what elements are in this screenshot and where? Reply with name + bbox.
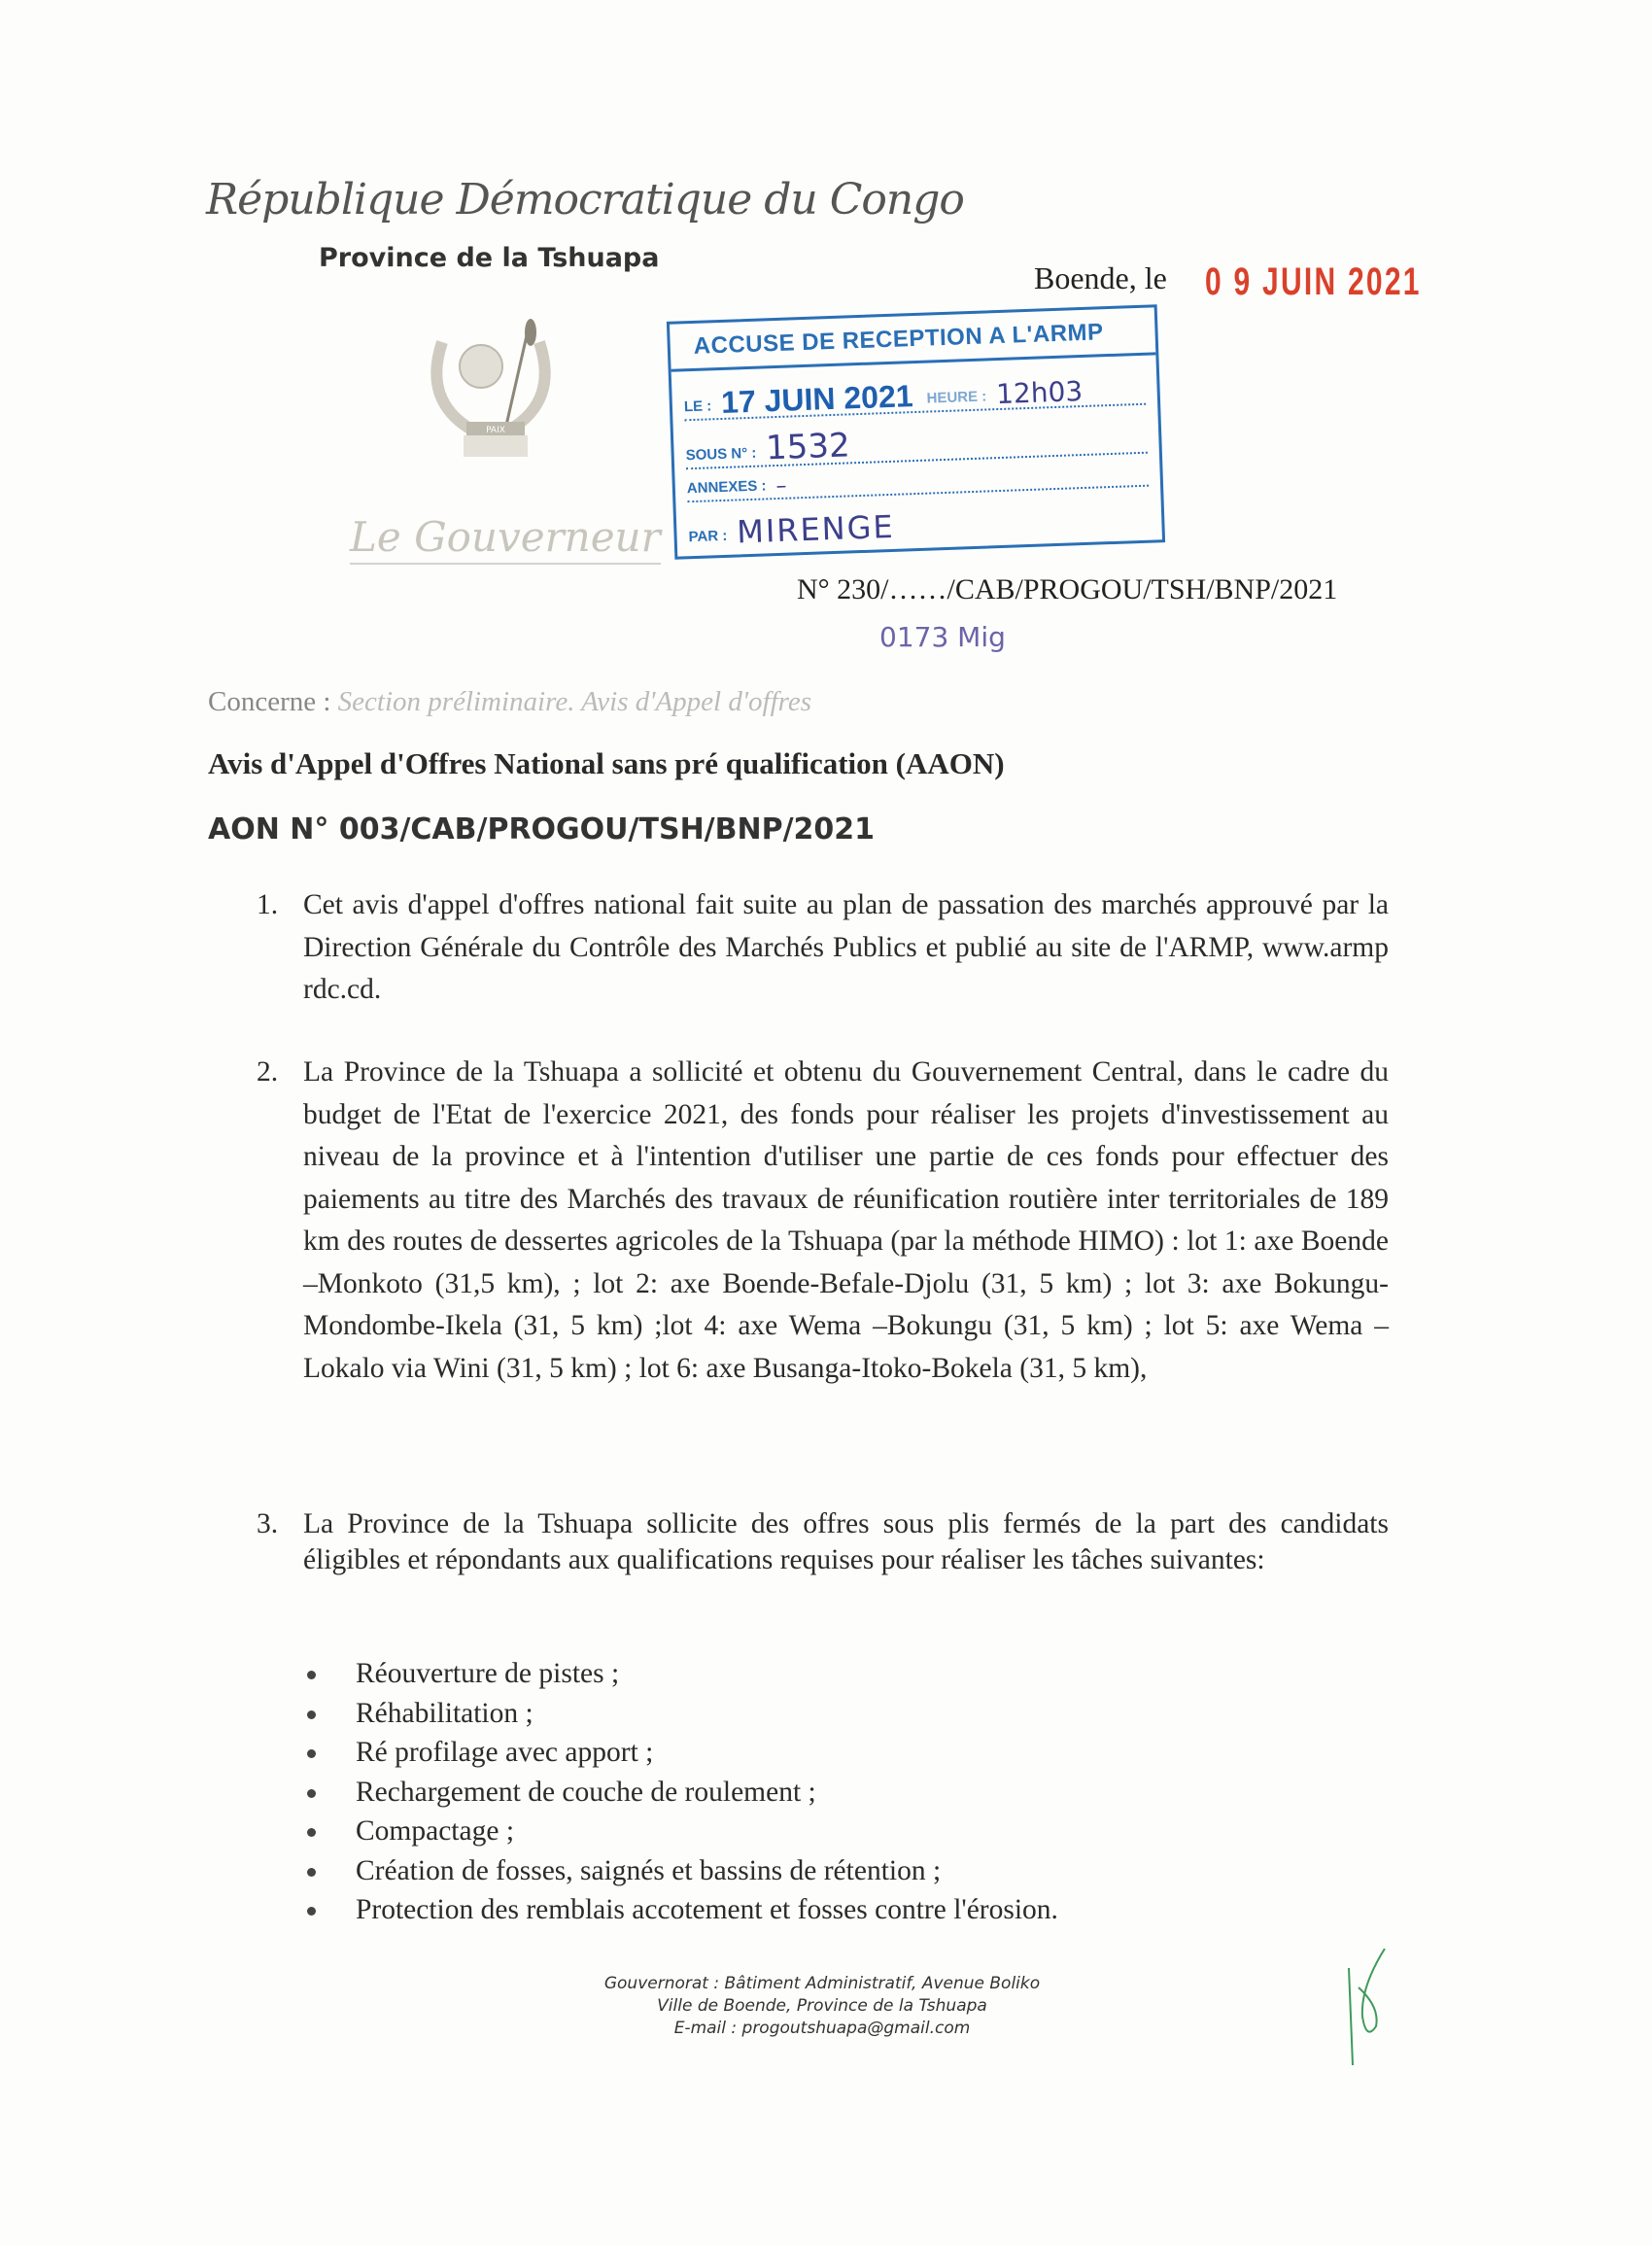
- subject-text: Section préliminaire. Avis d'Appel d'offres: [337, 686, 812, 717]
- task-list: [307, 1654, 1058, 1930]
- footer-line: Gouvernorat : Bâtiment Administratif, Avenue Boliko: [603, 1974, 1041, 1993]
- paragraph-text: La Province de la Tshuapa a sollicité et obtenu du Gouvernement Central, dans le cadre du budget de l'Etat de l'exercice 2021, des fonds pour réaliser les projets d'investissement au niveau de la province et à l'intention d'utiliser une partie de ces fonds pour effectuer des paiements au titre des Marchés des travaux de réunification routière inter territoriales de 189 km des routes de dessertes agricoles de la Tshuapa (par la méthode HIMO) : lot 1: axe Boende –Monkoto (31,5 km), ; lot 2: axe Boende-Befale-Djolu (31, 5 km) ; lot 3: axe Bokungu-Mondombe-Ikela (31, 5 km) ;lot 4: axe Wema –Bokungu (31, 5 km) ; lot 5: axe Wema – Lokalo via Wini (31, 5 km) ; lot 6: axe Busanga-Itoko-Bokela (31, 5 km),: [303, 1056, 1389, 1384]
- subject-line: [208, 686, 811, 718]
- footer-address: [531, 1973, 1114, 2040]
- province-heading: Province de la Tshuapa: [319, 243, 660, 273]
- paragraph-number: 1.: [257, 889, 279, 920]
- stamp-sous-value: 1532: [765, 426, 851, 468]
- stamp-annexes-value: –: [775, 473, 787, 500]
- reference-number: N° 230/……/CAB/PROGOU/TSH/BNP/2021: [797, 573, 1338, 605]
- task-item: Réhabilitation ;: [307, 1694, 1058, 1734]
- stamp-title: ACCUSE DE RECEPTION A L'ARMP: [693, 319, 1104, 360]
- task-item: Ré profilage avec apport ;: [307, 1733, 1058, 1773]
- stamp-date: 17 JUIN 2021: [720, 378, 914, 420]
- emblem-motto: PAIX: [486, 426, 505, 435]
- handwritten-annotation: 0173 Mig: [879, 621, 1006, 653]
- signatory-title: Le Gouverneur: [350, 513, 661, 565]
- subject-label: Concerne :: [208, 686, 331, 717]
- paragraph-number: 3.: [257, 1508, 279, 1539]
- country-heading: République Démocratique du Congo: [206, 175, 964, 224]
- task-item: Protection des remblais accotement et fosses contre l'érosion.: [307, 1890, 1058, 1930]
- stamp-le-label: LE :: [683, 397, 712, 416]
- stamp-heure-label: HEURE :: [926, 388, 987, 407]
- document-title: Avis d'Appel d'Offres National sans pré qualification (AAON): [208, 746, 1005, 780]
- stamp-par-value: MIRENGE: [736, 507, 896, 551]
- task-item: Réouverture de pistes ;: [307, 1654, 1058, 1694]
- paragraph-2: [257, 1052, 1389, 1390]
- paragraph-number: 2.: [257, 1056, 279, 1088]
- aon-number: AON N° 003/CAB/PROGOU/TSH/BNP/2021: [208, 812, 876, 846]
- paragraph-3: [257, 1506, 1389, 1578]
- paragraph-text: Cet avis d'appel d'offres national fait suite au plan de passation des marchés approuvé par la Direction Générale du Contrôle des Marchés Publics et publié au site de l'ARMP, www.armp rdc.cd.: [303, 889, 1389, 1005]
- task-item: Rechargement de couche de roulement ;: [307, 1773, 1058, 1813]
- task-item: Création de fosses, saignés et bassins de rétention ;: [307, 1851, 1058, 1891]
- place-date-prefix: Boende, le: [1034, 260, 1167, 295]
- footer-line: Ville de Boende, Province de la Tshuapa: [657, 1996, 987, 2016]
- stamp-par-label: PAR :: [688, 527, 728, 546]
- date-stamp: 0 9 JUIN 2021: [1205, 260, 1422, 303]
- reception-stamp: [667, 304, 1165, 559]
- stamp-sous-label: SOUS N° :: [685, 444, 757, 465]
- task-item: Compactage ;: [307, 1812, 1058, 1851]
- handwritten-initials: [1341, 1949, 1390, 2070]
- stamp-heure-value: 12h03: [995, 374, 1084, 411]
- footer-line: E-mail : progoutshuapa@gmail.com: [673, 2019, 971, 2038]
- paragraph-1: [257, 884, 1389, 1012]
- stamp-annexes-label: ANNEXES :: [686, 477, 767, 498]
- coat-of-arms-emblem: [413, 313, 568, 459]
- paragraph-text: La Province de la Tshuapa sollicite des offres sous plis fermés de la part des candidats éligibles et répondants aux qualifications requises pour réaliser les tâches suivantes:: [303, 1508, 1389, 1575]
